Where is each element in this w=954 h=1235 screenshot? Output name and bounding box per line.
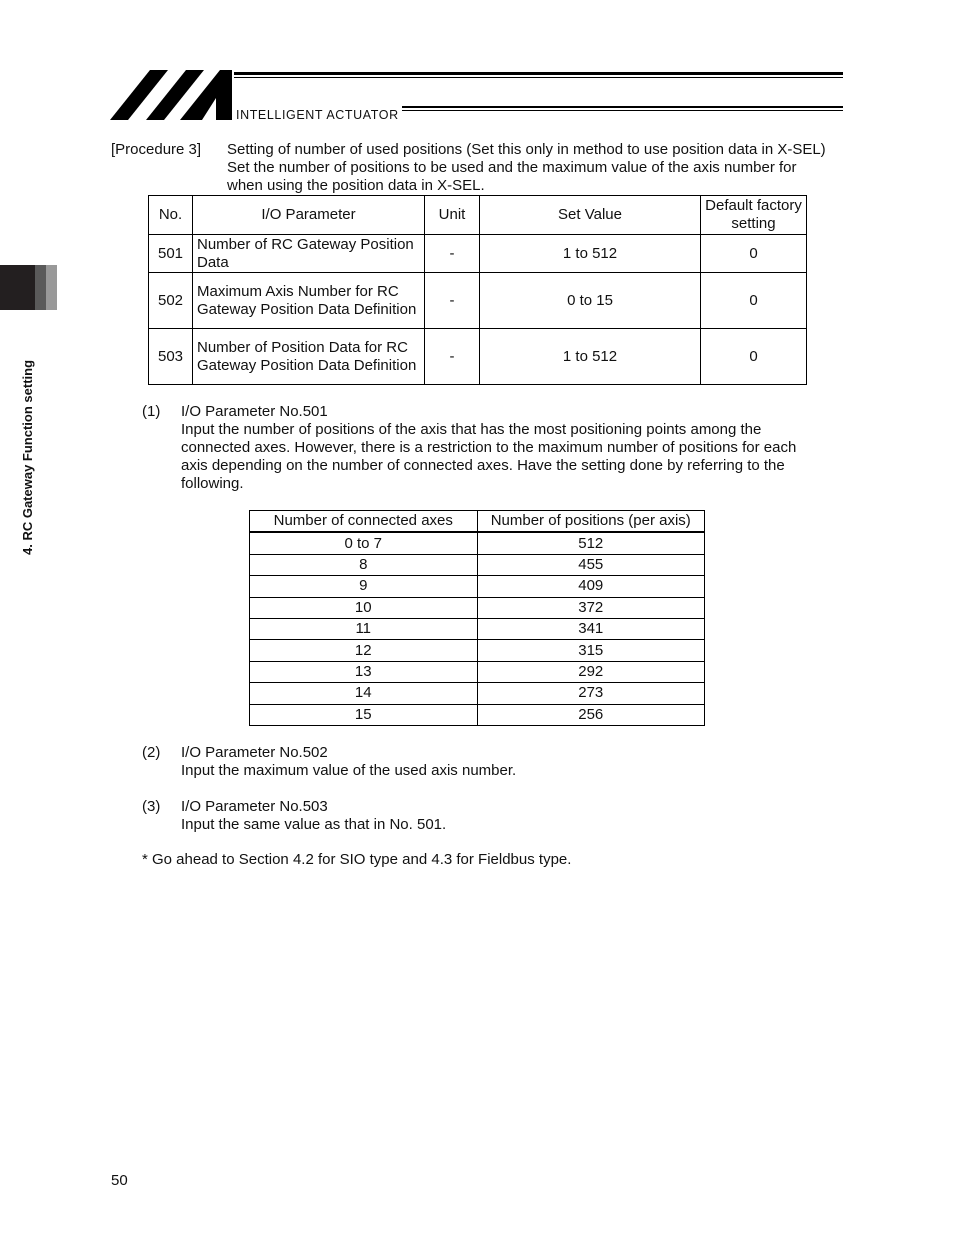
table-cell: 0 xyxy=(701,329,807,385)
column-header: Default factory setting xyxy=(701,196,807,235)
table-header-row xyxy=(149,196,807,235)
note: * Go ahead to Section 4.2 for SIO type and 4.3 for Fieldbus type. xyxy=(142,851,572,868)
table-row xyxy=(250,618,705,639)
table-cell: Number of Position Data for RC Gateway Position Data Definition xyxy=(193,329,425,385)
item-line: Input the maximum value of the used axis number. xyxy=(181,762,517,779)
item-title: I/O Parameter No.503 xyxy=(181,798,328,815)
table-row xyxy=(149,273,807,329)
table-row xyxy=(149,235,807,273)
table-cell: 11 xyxy=(250,618,478,639)
column-header: Set Value xyxy=(480,196,701,235)
table-cell: 503 xyxy=(149,329,193,385)
table-cell: 0 xyxy=(701,273,807,329)
side-tab-shade-light xyxy=(46,265,57,310)
item-number: (1) xyxy=(142,403,161,420)
procedure-line: when using the position data in X-SEL. xyxy=(227,177,485,194)
iai-logo xyxy=(110,68,234,122)
table-cell: 15 xyxy=(250,704,478,725)
table-row xyxy=(250,661,705,682)
item-line: Input the same value as that in No. 501. xyxy=(181,816,447,833)
axes-positions-table xyxy=(249,510,705,726)
table-cell: - xyxy=(425,235,480,273)
table-cell: 256 xyxy=(477,704,705,725)
table-cell: 10 xyxy=(250,597,478,618)
table-cell: 14 xyxy=(250,683,478,704)
table-row xyxy=(250,683,705,704)
table-cell: 12 xyxy=(250,640,478,661)
table-row xyxy=(250,554,705,575)
table-row xyxy=(250,640,705,661)
procedure-label: [Procedure 3] xyxy=(111,141,202,158)
side-tab-block xyxy=(0,265,35,310)
item-title: I/O Parameter No.502 xyxy=(181,744,328,761)
column-header: Number of connected axes xyxy=(250,511,478,533)
item-1-text xyxy=(181,403,796,493)
column-header: Unit xyxy=(425,196,480,235)
table-cell: - xyxy=(425,273,480,329)
table-cell: Maximum Axis Number for RC Gateway Position Data Definition xyxy=(193,273,425,329)
column-header: No. xyxy=(149,196,193,235)
table-cell: 341 xyxy=(477,618,705,639)
table-row xyxy=(250,597,705,618)
parameter-table xyxy=(148,195,807,385)
side-tab-label: 4. RC Gateway Function setting xyxy=(20,359,35,555)
item-number: (3) xyxy=(142,798,161,815)
item-line: axis depending on the number of connected axes. Have the setting done by referring to the xyxy=(181,457,785,474)
procedure-text xyxy=(227,141,826,195)
item-line: following. xyxy=(181,475,244,492)
table-cell: Number of RC Gateway Position Data xyxy=(193,235,425,273)
item-title: I/O Parameter No.501 xyxy=(181,403,328,420)
table-cell: 1 to 512 xyxy=(480,235,701,273)
column-header: Number of positions (per axis) xyxy=(477,511,705,533)
table-cell: 273 xyxy=(477,683,705,704)
table-cell: 0 to 7 xyxy=(250,532,478,554)
table-cell: 1 to 512 xyxy=(480,329,701,385)
item-line: connected axes. However, there is a restriction to the maximum number of positions for each xyxy=(181,439,797,456)
table-cell: 455 xyxy=(477,554,705,575)
item-number: (2) xyxy=(142,744,161,761)
page-number: 50 xyxy=(111,1172,128,1189)
table-cell: 501 xyxy=(149,235,193,273)
procedure-line: Setting of number of used positions (Set this only in method to use position data in X-SEL) xyxy=(227,141,826,158)
table-cell: 0 to 15 xyxy=(480,273,701,329)
item-line: Input the number of positions of the axis that has the most positioning points among the xyxy=(181,421,762,438)
table-cell: 13 xyxy=(250,661,478,682)
table-cell: 9 xyxy=(250,576,478,597)
table-header-row xyxy=(250,511,705,533)
table-cell: 292 xyxy=(477,661,705,682)
table-cell: 409 xyxy=(477,576,705,597)
table-cell: 512 xyxy=(477,532,705,554)
table-row xyxy=(250,576,705,597)
table-cell: 502 xyxy=(149,273,193,329)
side-tab-shade xyxy=(35,265,46,310)
table-cell: 8 xyxy=(250,554,478,575)
table-row xyxy=(250,532,705,554)
table-row xyxy=(149,329,807,385)
table-cell: 315 xyxy=(477,640,705,661)
table-cell: 0 xyxy=(701,235,807,273)
brand-name: INTELLIGENT ACTUATOR xyxy=(236,108,399,122)
column-header: I/O Parameter xyxy=(193,196,425,235)
table-cell: 372 xyxy=(477,597,705,618)
table-row xyxy=(250,704,705,725)
procedure-line: Set the number of positions to be used and the maximum value of the axis number for xyxy=(227,159,797,176)
item-3-text xyxy=(181,798,446,834)
item-2-text xyxy=(181,744,516,780)
table-cell: - xyxy=(425,329,480,385)
